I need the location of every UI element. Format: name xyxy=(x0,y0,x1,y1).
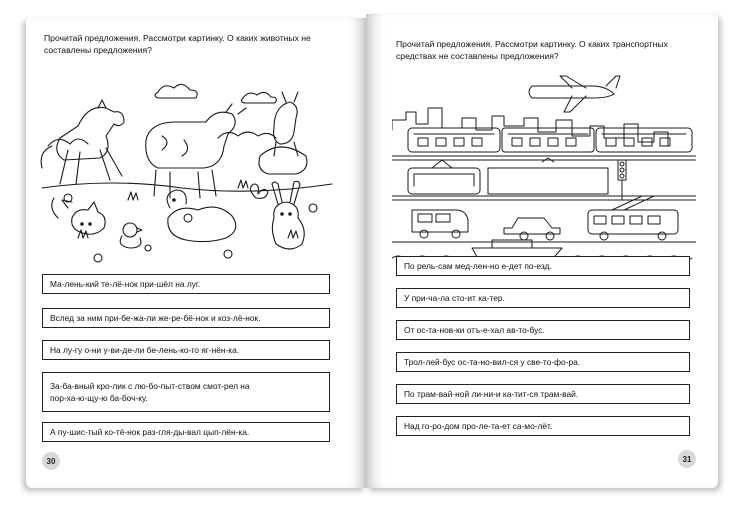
page-number-badge: 31 xyxy=(678,450,696,468)
van-drawing xyxy=(412,210,468,238)
rabbit-drawing xyxy=(272,181,304,249)
car-drawing xyxy=(504,218,560,240)
kitten-drawing xyxy=(52,198,105,234)
sentence-box xyxy=(42,372,330,412)
lamb-drawing xyxy=(167,190,236,242)
right-instruction: Прочитай предложения. Рассмотри картинку. О каких транспортных средствах не составлены предложения? xyxy=(396,39,668,61)
left-page xyxy=(26,18,366,488)
sentence-text: Ма-лень-кий те-лё-нок при-шёл на луг. xyxy=(50,279,201,289)
sentence-box xyxy=(396,384,690,404)
sentence-box xyxy=(42,308,330,328)
sentence-text: А пу-шис-тый ко-тё-нок раз-гля-ды-вал цып-лён-ка. xyxy=(50,427,250,437)
sentence-box xyxy=(42,340,330,360)
train-drawing xyxy=(392,128,696,160)
sentence-box xyxy=(396,320,690,340)
sentence-box xyxy=(396,416,690,436)
sentence-text: Над го-ро-дом про-ле-та-ет са-мо-лёт. xyxy=(404,421,553,431)
sentence-box xyxy=(42,422,330,442)
sentence-text: У при-ча-ла сто-ит ка-тер. xyxy=(404,293,505,303)
sentence-text: За-ба-вный кро-лик с лю-бо-пыт-ством смот-рел на пор-ха-ю-щу-ю ба-боч-ку. xyxy=(50,381,250,403)
transport-illustration xyxy=(392,72,696,262)
sentence-box xyxy=(396,256,690,276)
sentence-text: По рель-сам мед-лен-но е-дет по-езд. xyxy=(404,261,552,271)
tram-drawing xyxy=(408,160,480,194)
sentence-box xyxy=(396,352,690,372)
trolleybus-drawing xyxy=(588,196,678,240)
sentence-box xyxy=(42,274,330,294)
sentence-text: От ос-та-нов-ки отъ-е-хал ав-то-бус. xyxy=(404,325,545,335)
sentence-text: Трол-лей-бус ос-та-но-вил-ся у све-то-фо-ра. xyxy=(404,357,581,367)
calf-drawing xyxy=(146,104,246,198)
chick-drawing xyxy=(120,223,142,248)
sentence-text: На лу-гу о-ни у-ви-де-ли бе-лень-ко-го яг-нён-ка. xyxy=(50,345,240,355)
sentence-text: Вслед за ним при-бе-жа-ли же-ре-бё-нок и коз-лё-нок. xyxy=(50,313,261,323)
sentence-text: По трам-вай-ной ли-ни-и ка-тит-ся трам-вай. xyxy=(404,389,579,399)
left-instruction: Прочитай предложения. Рассмотри картинку. О каких животных не составлены предложения? xyxy=(44,33,311,55)
foal-drawing xyxy=(41,100,124,184)
right-page xyxy=(366,14,718,488)
page-number-badge: 30 xyxy=(42,452,60,470)
traffic-light-drawing xyxy=(618,160,626,200)
airplane-drawing xyxy=(529,76,620,112)
sentence-box xyxy=(396,288,690,308)
farm-animals-illustration xyxy=(38,68,338,268)
